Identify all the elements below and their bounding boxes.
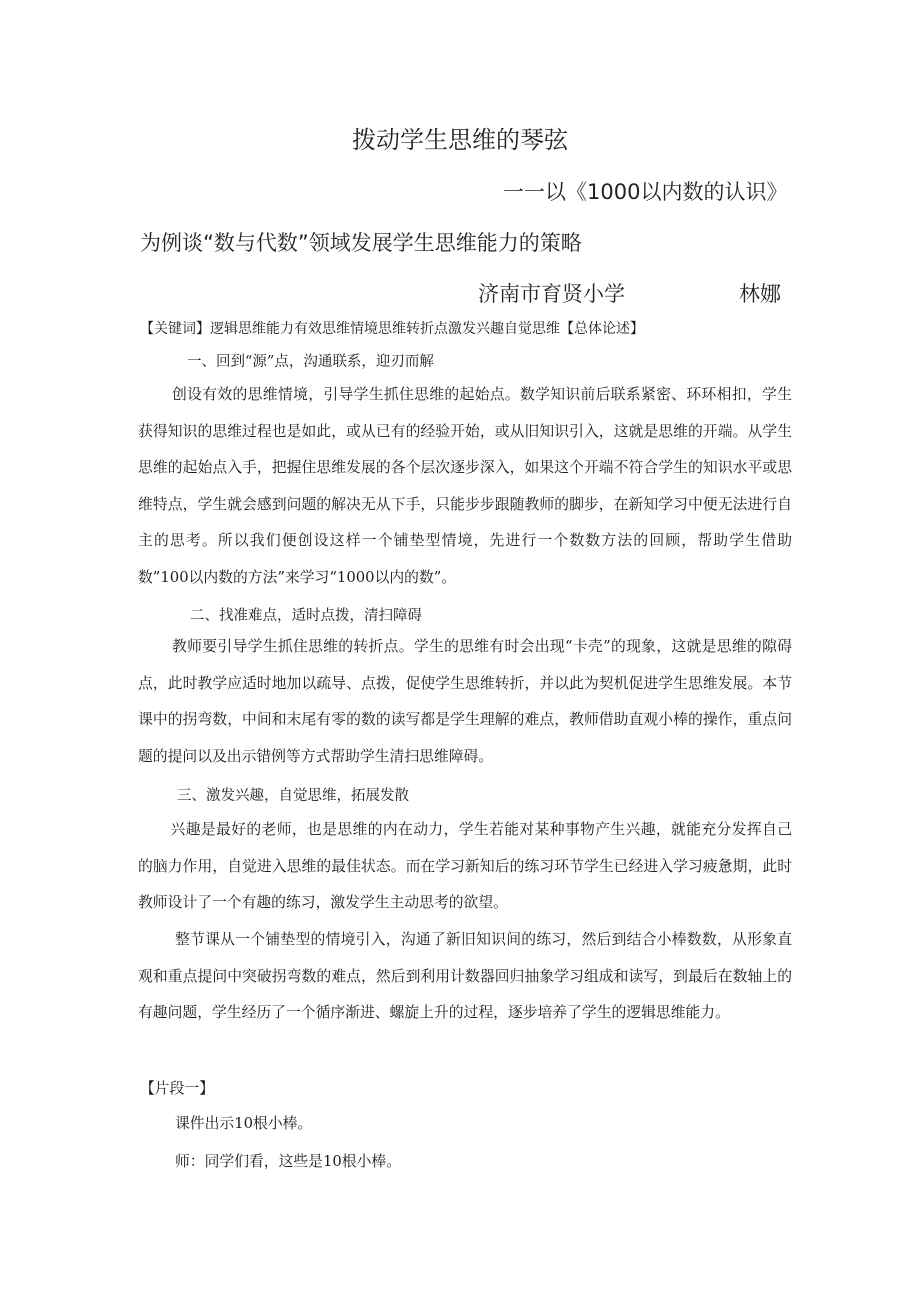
section-heading-1: 一、回到“源”点，沟通联系，迎刃而解 bbox=[187, 354, 434, 370]
author-name: 林娜 bbox=[739, 282, 781, 306]
keywords-line: 【关键词】逻辑思维能力有效思维情境思维转折点激发兴趣自觉思维【总体论述】 bbox=[140, 321, 644, 337]
section-paragraph-1: 创设有效的思维情境，引导学生抓住思维的起始点。数学知识前后联系紧密、环环相扣，学生获得知识的思维过程也是如此，或从已有的经验开始，或从旧知识引入，这就是思维的开端。从学生思维的起始点入手，把握住思维发展的各个层次逐步深入，如果这个开端不符合学生的知识水平或思维特点，学生就会感到问题的解决无从下手，只能步步跟随教师的脚步，在新知学习中便无法进行自主的思考。所以我们便创设这样一个铺垫型情境，先进行一个数数方法的回顾，帮助学生借助数”100以内数的方法”来学习“1000以内的数”。 bbox=[138, 386, 792, 586]
fragment-line: 课件出示10根小棒。 bbox=[175, 1115, 313, 1132]
section-heading-3: 三、激发兴趣，自觉思维，拓展发散 bbox=[177, 788, 409, 804]
summary-paragraph: 整节课从一个铺垫型的情境引入，沟通了新旧知识间的练习，然后到结合小棒数数，从形象直观和重点提问中突破拐弯数的难点，然后到利用计数器回归抽象学习组成和读写，到最后在数轴上的有趣问题，学生经历了一个循序渐进、螺旋上升的过程，逐步培养了学生的逻辑思维能力。 bbox=[138, 931, 792, 1021]
section-paragraph-2: 教师要引导学生抓住思维的转折点。学生的思维有时会出现“卡壳”的现象，这就是思维的隙碍点，此时教学应适时地加以疏导、点拨，促使学生思维转折，并以此为契机促进学生思维发展。本节课中的拐弯数，中间和末尾有零的数的读写都是学生理解的难点，教师借助直观小棒的操作，重点问题的提问以及出示错例等方式帮助学生清扫思维障碍。 bbox=[138, 638, 792, 765]
document-subtitle-line1: 一一以《1000以内数的认识》 bbox=[503, 180, 788, 204]
fragment-line: 师：同学们看，这些是10根小棒。 bbox=[175, 1153, 401, 1170]
section-heading-2: 二、找准难点，适时点拨，清扫障碍 bbox=[190, 608, 422, 624]
fragment-label: 【片段一】 bbox=[140, 1080, 214, 1097]
section-paragraph-3: 兴趣是最好的老师，也是思维的内在动力，学生若能对某种事物产生兴趣，就能充分发挥自己的脑力作用，自觉进入思维的最佳状态。而在学习新知后的练习环节学生已经进入学习疲惫期，此时教师设计了一个有趣的练习，激发学生主动思考的欲望。 bbox=[138, 821, 792, 911]
document-subtitle-line2: 为例谈“数与代数”领域发展学生思维能力的策略 bbox=[140, 231, 582, 255]
author-school: 济南市育贤小学 bbox=[478, 282, 625, 306]
document-title: 拨动学生思维的琴弦 bbox=[352, 126, 568, 154]
